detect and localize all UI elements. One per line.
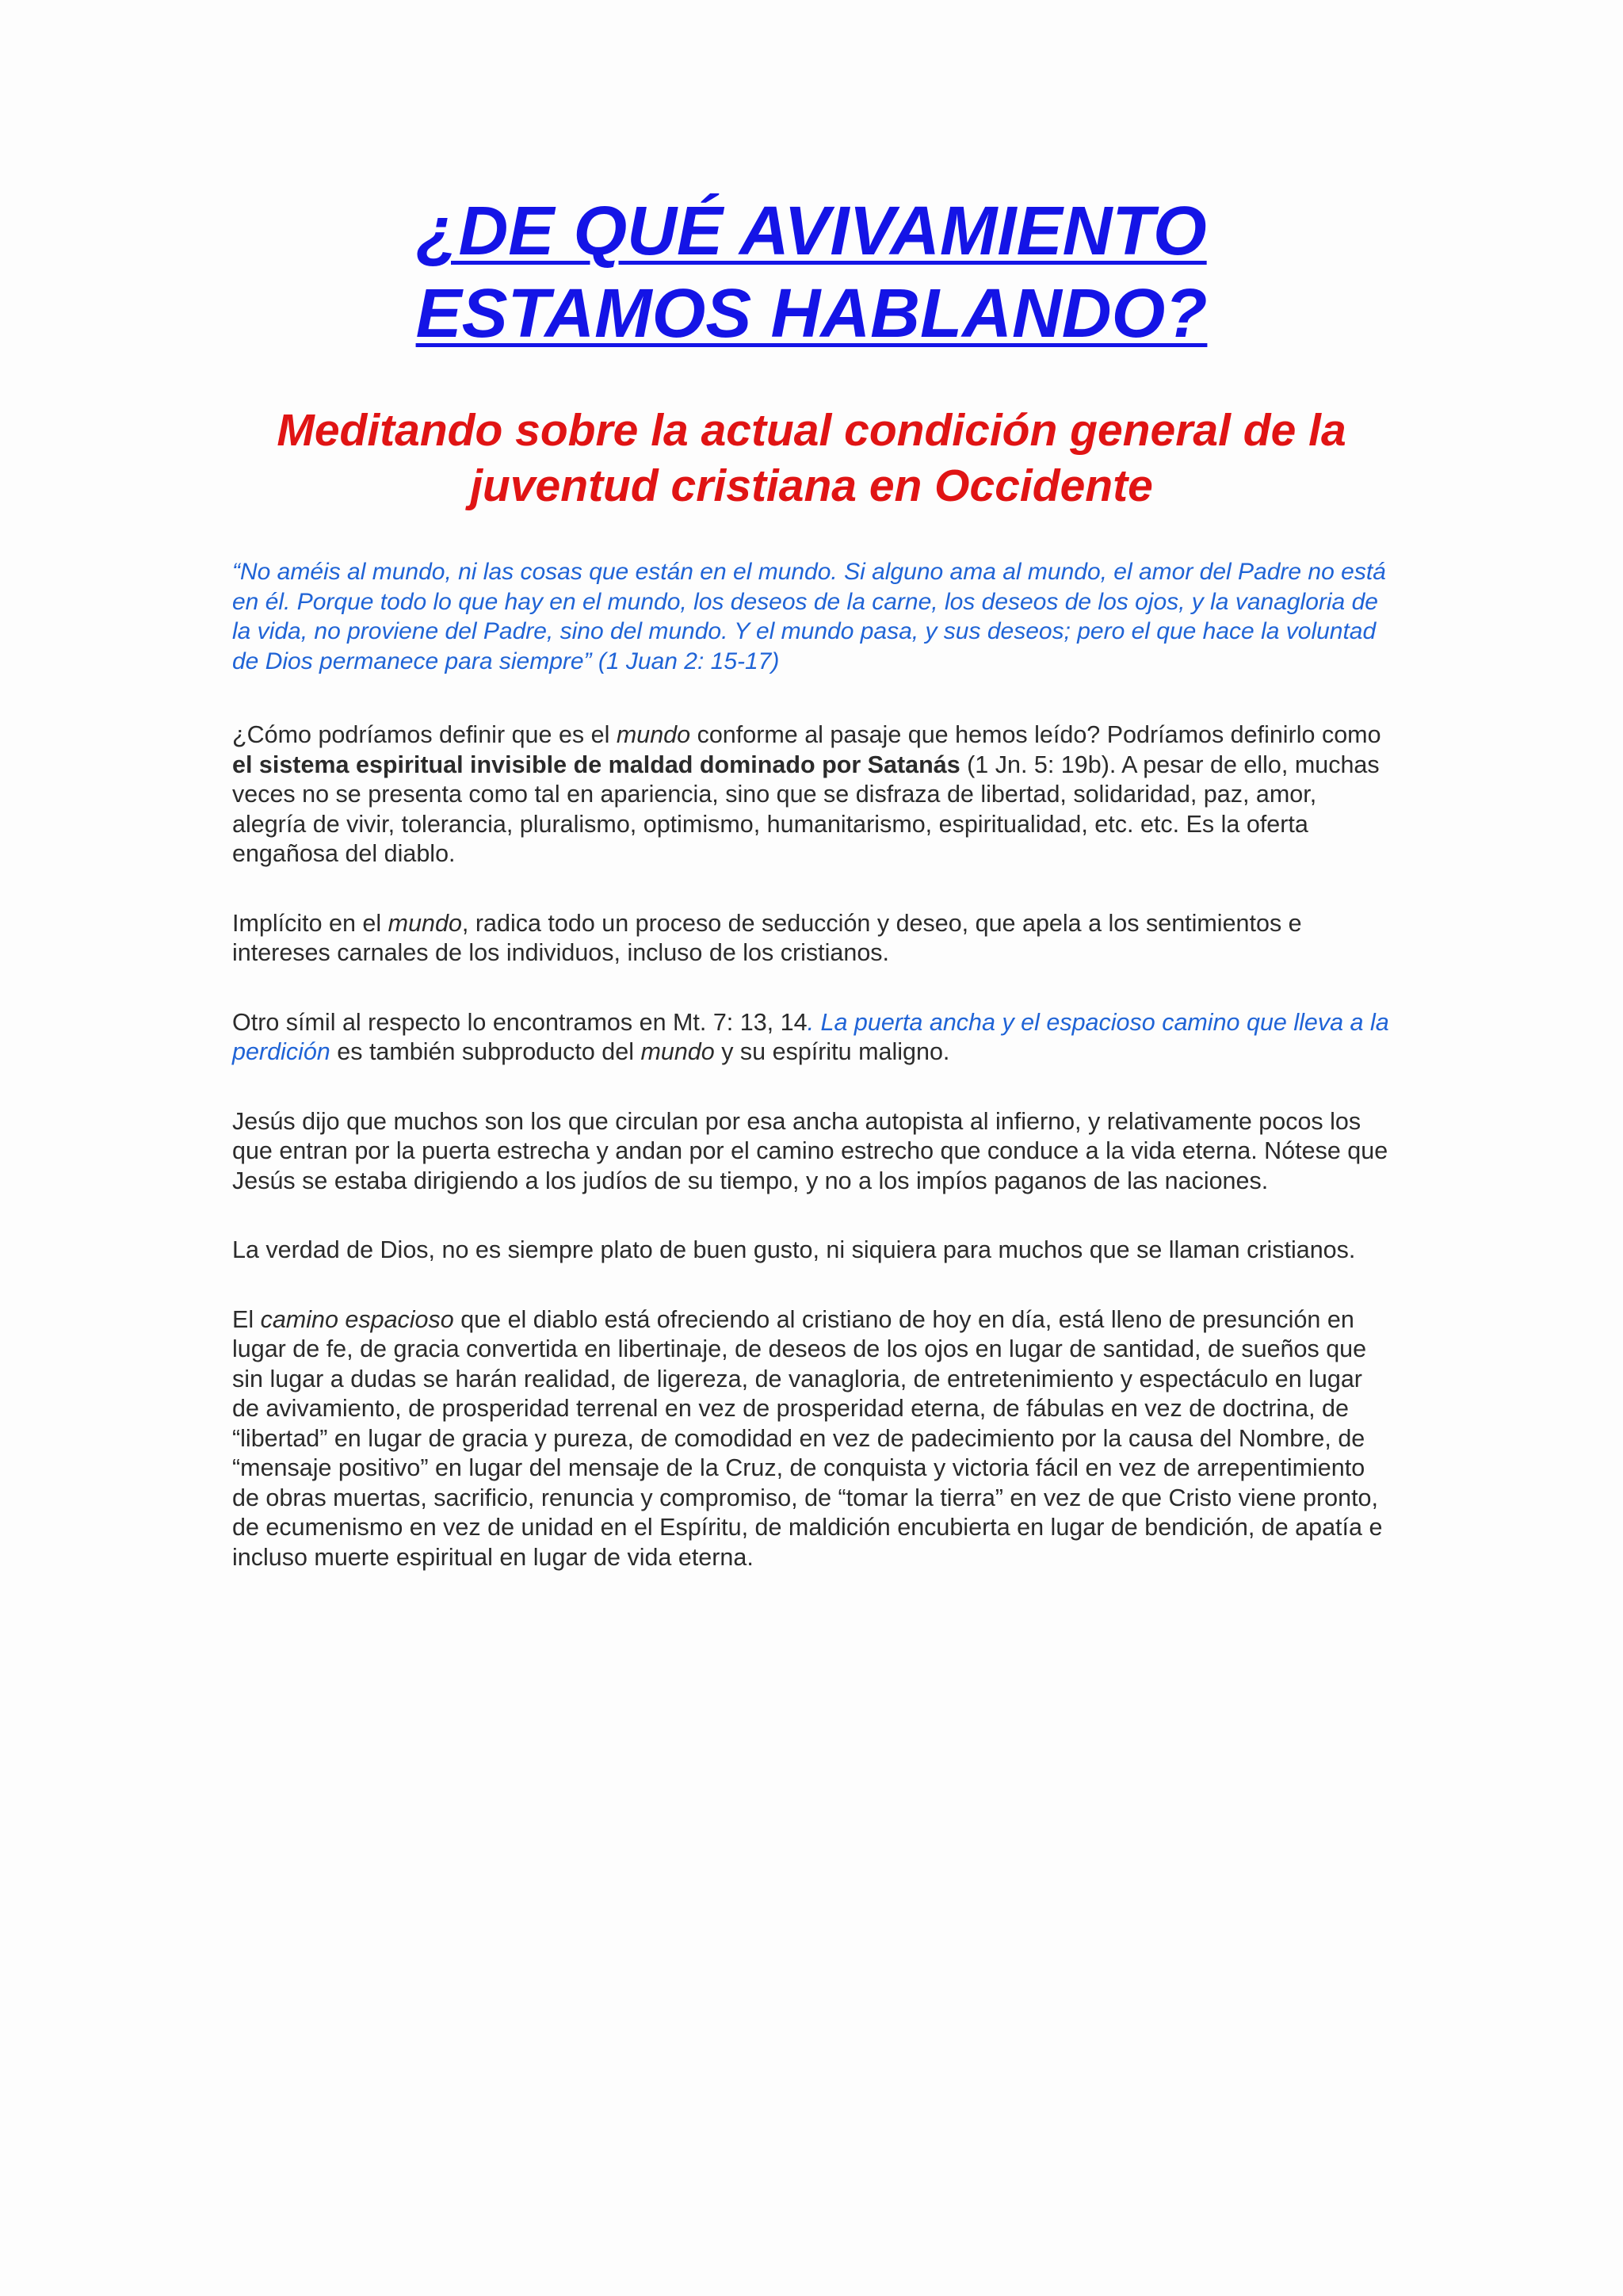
title-line-2: ESTAMOS HABLANDO? xyxy=(415,275,1208,352)
p2-text-c: , radica todo un proceso de seducción y deseo, que apela a los sentimientos e intereses carnales de los individuos, incluso de los cristianos. xyxy=(232,909,1302,966)
scripture-quote: “No améis al mundo, ni las cosas que están en el mundo. Si alguno ama al mundo, el amor del Padre no está en él. Porque todo lo que hay en el mundo, los deseos de la carne, los deseos de los ojos, y la vanagloria de la vida, no proviene del Padre, sino del mundo. Y el mundo pasa, y sus deseos; pero el que hace la voluntad de Dios permanece para siempre” (1 Juan 2: 15-17) xyxy=(232,559,1386,674)
p3-text-e: y su espíritu maligno. xyxy=(714,1038,950,1065)
p6-camino-italic: camino espacioso xyxy=(260,1305,454,1333)
p1-mundo-italic: mundo xyxy=(616,721,691,748)
p6-text-c: que el diablo está ofreciendo al cristiano de hoy en día, está lleno de presunción en lugar de fe, de gracia convertida en libertinaje, de deseos de los ojos en lugar de santidad, de sueños que sin lugar a dudas se harán realidad, de ligereza, de vanagloria, de entretenimiento y espectáculo en lugar de avivamiento, de prosperidad terrenal en vez de prosperidad eterna, de fábulas en vez de doctrina, de “libertad” en lugar de gracia y pureza, de comodidad en vez de padecimiento por la causa del Nombre, de “mensaje positivo” en lugar del mensaje de la Cruz, de conquista y victoria fácil en vez de arrepentimiento de obras muertas, sacrificio, renuncia y compromiso, de “tomar la tierra” en vez de que Cristo viene pronto, de ecumenismo en vez de unidad en el Espíritu, de maldición encubierta en lugar de bendición, de apatía e incluso muerte espiritual en lugar de vida eterna. xyxy=(232,1305,1383,1571)
p6-text-a: El xyxy=(232,1305,261,1333)
p2-mundo-italic: mundo xyxy=(388,909,462,937)
p3-blue-italic-phrase: . La puerta ancha y el espacioso camino que lleva a la perdición xyxy=(232,1008,1389,1065)
paragraph-5: La verdad de Dios, no es siempre plato de buen gusto, ni siquiera para muchos que se llaman cristianos. xyxy=(232,1236,1356,1263)
paragraph-4: Jesús dijo que muchos son los que circulan por esa ancha autopista al infierno, y relativamente pocos los que entran por la puerta estrecha y andan por el camino estrecho que conduce a la vida eterna. Nótese que Jesús se estaba dirigiendo a los judíos de su tiempo, y no a los impíos paganos de las naciones. xyxy=(232,1107,1388,1194)
subtitle-line-1: Meditando sobre la actual condición general de la xyxy=(277,405,1346,456)
subtitle-line-2: juventud cristiana en Occidente xyxy=(470,460,1153,511)
p3-mundo-italic: mundo xyxy=(640,1038,715,1065)
p1-text-c: conforme al pasaje que hemos leído? Podríamos definirlo como xyxy=(690,721,1381,748)
p2-text-a: Implícito en el xyxy=(232,909,388,937)
paragraph-3 xyxy=(232,1008,1391,1068)
p1-text-a: ¿Cómo podríamos definir que es el xyxy=(232,721,617,748)
p3-text-c: es también subproducto del xyxy=(330,1038,641,1065)
title-line-1: ¿DE QUÉ AVIVAMIENTO xyxy=(416,193,1207,269)
paragraph-6 xyxy=(232,1305,1391,1573)
document-page xyxy=(232,190,1391,1572)
p1-text-e: (1 Jn. 5: 19b). A pesar de ello, muchas veces no se presenta como tal en apariencia, sino que se disfraza de libertad, solidaridad, paz, amor, alegría de vivir, tolerancia, pluralismo, optimismo, humanitarismo, espiritualidad, etc. etc. Es la oferta engañosa del diablo. xyxy=(232,751,1380,867)
document-subtitle xyxy=(232,403,1391,514)
paragraph-2 xyxy=(232,909,1391,968)
p1-bold-definition: el sistema espiritual invisible de maldad dominado por Satanás xyxy=(232,751,960,778)
paragraph-1 xyxy=(232,720,1391,869)
document-title xyxy=(232,190,1391,355)
p3-text-a: Otro símil al respecto lo encontramos en Mt. 7: 13, 14 xyxy=(232,1008,808,1036)
